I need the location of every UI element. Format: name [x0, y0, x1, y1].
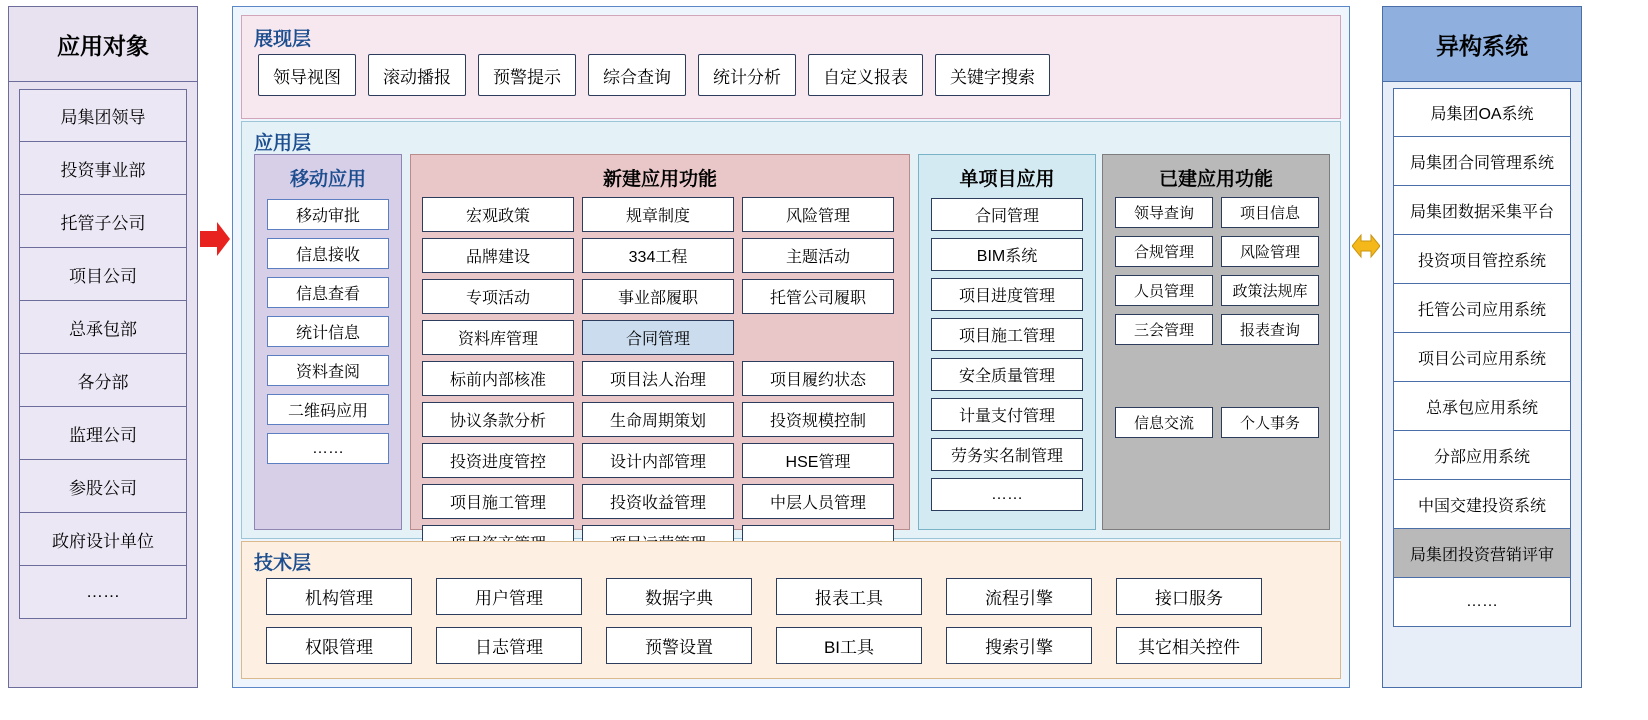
built-app-item[interactable]: 人员管理 — [1115, 275, 1213, 306]
new-app-item[interactable]: 资料库管理 — [422, 320, 574, 355]
technology-item[interactable]: 报表工具 — [776, 578, 922, 615]
heterogeneous-system-item[interactable]: 总承包应用系统 — [1393, 382, 1571, 431]
technology-item[interactable]: 权限管理 — [266, 627, 412, 664]
single-project-item[interactable]: 项目进度管理 — [931, 278, 1083, 311]
technology-layer — [241, 541, 1341, 679]
application-object-item: 总承包部 — [19, 301, 187, 354]
new-apps-title: 新建应用功能 — [602, 169, 717, 190]
application-object-item: 各分部 — [19, 354, 187, 407]
new-app-item[interactable]: 品牌建设 — [422, 238, 574, 273]
built-apps-group — [1102, 154, 1330, 530]
technology-item[interactable]: 预警设置 — [606, 627, 752, 664]
mobile-app-item[interactable]: 资料查阅 — [267, 355, 389, 386]
built-app-item[interactable]: 报表查询 — [1221, 314, 1319, 345]
built-app-item[interactable]: 政策法规库 — [1221, 275, 1319, 306]
heterogeneous-system-item[interactable]: 局集团投资营销评审 — [1393, 529, 1571, 578]
new-app-item[interactable]: 334工程 — [582, 238, 734, 273]
single-project-item[interactable]: 计量支付管理 — [931, 398, 1083, 431]
technology-layer-title: 技术层 — [254, 553, 312, 574]
mobile-apps-group — [254, 154, 402, 530]
built-app-item[interactable]: 个人事务 — [1221, 407, 1319, 438]
arrow-right-icon — [200, 222, 230, 256]
presentation-layer-title: 展现层 — [254, 29, 312, 50]
mobile-app-item[interactable]: 统计信息 — [267, 316, 389, 347]
presentation-item[interactable]: 领导视图 — [258, 54, 356, 96]
technology-item[interactable]: 数据字典 — [606, 578, 752, 615]
single-project-group — [918, 154, 1096, 530]
presentation-item[interactable]: 综合查询 — [588, 54, 686, 96]
built-apps-grid — [1115, 197, 1319, 345]
new-app-item[interactable]: 项目履约状态 — [742, 361, 894, 396]
single-project-item[interactable]: …… — [931, 478, 1083, 511]
presentation-item[interactable]: 自定义报表 — [808, 54, 923, 96]
application-objects-list — [9, 89, 197, 619]
heterogeneous-systems-panel — [1382, 6, 1582, 688]
application-layer — [241, 121, 1341, 539]
technology-item[interactable]: BI工具 — [776, 627, 922, 664]
heterogeneous-system-item[interactable]: 投资项目管控系统 — [1393, 235, 1571, 284]
new-apps-grid — [422, 197, 894, 560]
mobile-app-item[interactable]: 二维码应用 — [267, 394, 389, 425]
presentation-layer — [241, 15, 1341, 119]
heterogeneous-system-item[interactable]: …… — [1393, 578, 1571, 627]
new-app-item[interactable]: 投资进度管控 — [422, 443, 574, 478]
single-project-list — [919, 198, 1095, 511]
presentation-item[interactable]: 滚动播报 — [368, 54, 466, 96]
single-project-item[interactable]: 合同管理 — [931, 198, 1083, 231]
heterogeneous-system-item[interactable]: 局集团OA系统 — [1393, 88, 1571, 137]
presentation-item[interactable]: 预警提示 — [478, 54, 576, 96]
technology-item[interactable]: 流程引擎 — [946, 578, 1092, 615]
presentation-item[interactable]: 统计分析 — [698, 54, 796, 96]
new-app-item[interactable]: 协议条款分析 — [422, 402, 574, 437]
mobile-apps-title: 移动应用 — [289, 169, 366, 190]
application-object-item: 项目公司 — [19, 248, 187, 301]
heterogeneous-system-item[interactable]: 局集团合同管理系统 — [1393, 137, 1571, 186]
single-project-title: 单项目应用 — [959, 169, 1055, 190]
technology-item[interactable]: 用户管理 — [436, 578, 582, 615]
new-app-item[interactable]: 风险管理 — [742, 197, 894, 232]
new-app-item[interactable]: 项目施工管理 — [422, 484, 574, 519]
application-object-item: 监理公司 — [19, 407, 187, 460]
new-app-item[interactable]: 规章制度 — [582, 197, 734, 232]
heterogeneous-system-item[interactable]: 分部应用系统 — [1393, 431, 1571, 480]
built-app-item[interactable]: 领导查询 — [1115, 197, 1213, 228]
heterogeneous-system-item[interactable]: 项目公司应用系统 — [1393, 333, 1571, 382]
technology-item[interactable]: 其它相关控件 — [1116, 627, 1262, 664]
panel-title-right: 异构系统 — [1383, 7, 1581, 82]
built-app-item[interactable]: 风险管理 — [1221, 236, 1319, 267]
mobile-app-item[interactable]: 移动审批 — [267, 199, 389, 230]
built-app-item[interactable]: 信息交流 — [1115, 407, 1213, 438]
application-layer-title: 应用层 — [254, 133, 312, 154]
new-app-item[interactable]: 事业部履职 — [582, 279, 734, 314]
application-objects-panel — [8, 6, 198, 688]
new-app-item[interactable]: 托管公司履职 — [742, 279, 894, 314]
single-project-item[interactable]: BIM系统 — [931, 238, 1083, 271]
technology-layer-grid — [266, 578, 1262, 664]
application-object-item: …… — [19, 566, 187, 619]
new-app-placeholder — [742, 320, 894, 355]
built-app-item[interactable]: 项目信息 — [1221, 197, 1319, 228]
application-object-item: 托管子公司 — [19, 195, 187, 248]
heterogeneous-system-item[interactable]: 中国交建投资系统 — [1393, 480, 1571, 529]
new-app-item[interactable]: HSE管理 — [742, 443, 894, 478]
new-apps-group — [410, 154, 910, 530]
application-object-item: 政府设计单位 — [19, 513, 187, 566]
technology-item[interactable]: 接口服务 — [1116, 578, 1262, 615]
new-app-item[interactable]: 投资规模控制 — [742, 402, 894, 437]
heterogeneous-system-item[interactable]: 局集团数据采集平台 — [1393, 186, 1571, 235]
new-app-item[interactable]: 主题活动 — [742, 238, 894, 273]
technology-item[interactable]: 搜索引擎 — [946, 627, 1092, 664]
application-object-item: 投资事业部 — [19, 142, 187, 195]
built-app-item[interactable]: 三会管理 — [1115, 314, 1213, 345]
heterogeneous-systems-list — [1383, 88, 1581, 627]
built-apps-extra-grid — [1115, 407, 1319, 438]
application-object-item: 局集团领导 — [19, 89, 187, 142]
built-apps-title: 已建应用功能 — [1158, 169, 1273, 190]
new-app-item[interactable]: 标前内部核准 — [422, 361, 574, 396]
new-app-item[interactable]: 生命周期策划 — [582, 402, 734, 437]
presentation-item[interactable]: 关键字搜索 — [935, 54, 1050, 96]
new-app-item[interactable]: 设计内部管理 — [582, 443, 734, 478]
double-arrow-icon — [1352, 228, 1380, 264]
presentation-layer-items — [258, 54, 1050, 96]
new-app-item[interactable]: 投资收益管理 — [582, 484, 734, 519]
new-app-item[interactable]: 项目法人治理 — [582, 361, 734, 396]
built-app-item[interactable]: 合规管理 — [1115, 236, 1213, 267]
panel-title-left: 应用对象 — [9, 7, 197, 82]
technology-item[interactable]: 机构管理 — [266, 578, 412, 615]
single-project-item[interactable]: 项目施工管理 — [931, 318, 1083, 351]
new-app-item[interactable]: 宏观政策 — [422, 197, 574, 232]
new-app-item[interactable]: 中层人员管理 — [742, 484, 894, 519]
heterogeneous-system-item[interactable]: 托管公司应用系统 — [1393, 284, 1571, 333]
technology-item[interactable]: 日志管理 — [436, 627, 582, 664]
mobile-app-item[interactable]: …… — [267, 433, 389, 464]
mobile-apps-list — [255, 199, 401, 464]
single-project-item[interactable]: 劳务实名制管理 — [931, 438, 1083, 471]
new-app-item[interactable]: 专项活动 — [422, 279, 574, 314]
mobile-app-item[interactable]: 信息查看 — [267, 277, 389, 308]
platform-architecture-panel — [232, 6, 1350, 688]
single-project-item[interactable]: 安全质量管理 — [931, 358, 1083, 391]
application-object-item: 参股公司 — [19, 460, 187, 513]
new-app-item[interactable]: 合同管理 — [582, 320, 734, 355]
mobile-app-item[interactable]: 信息接收 — [267, 238, 389, 269]
